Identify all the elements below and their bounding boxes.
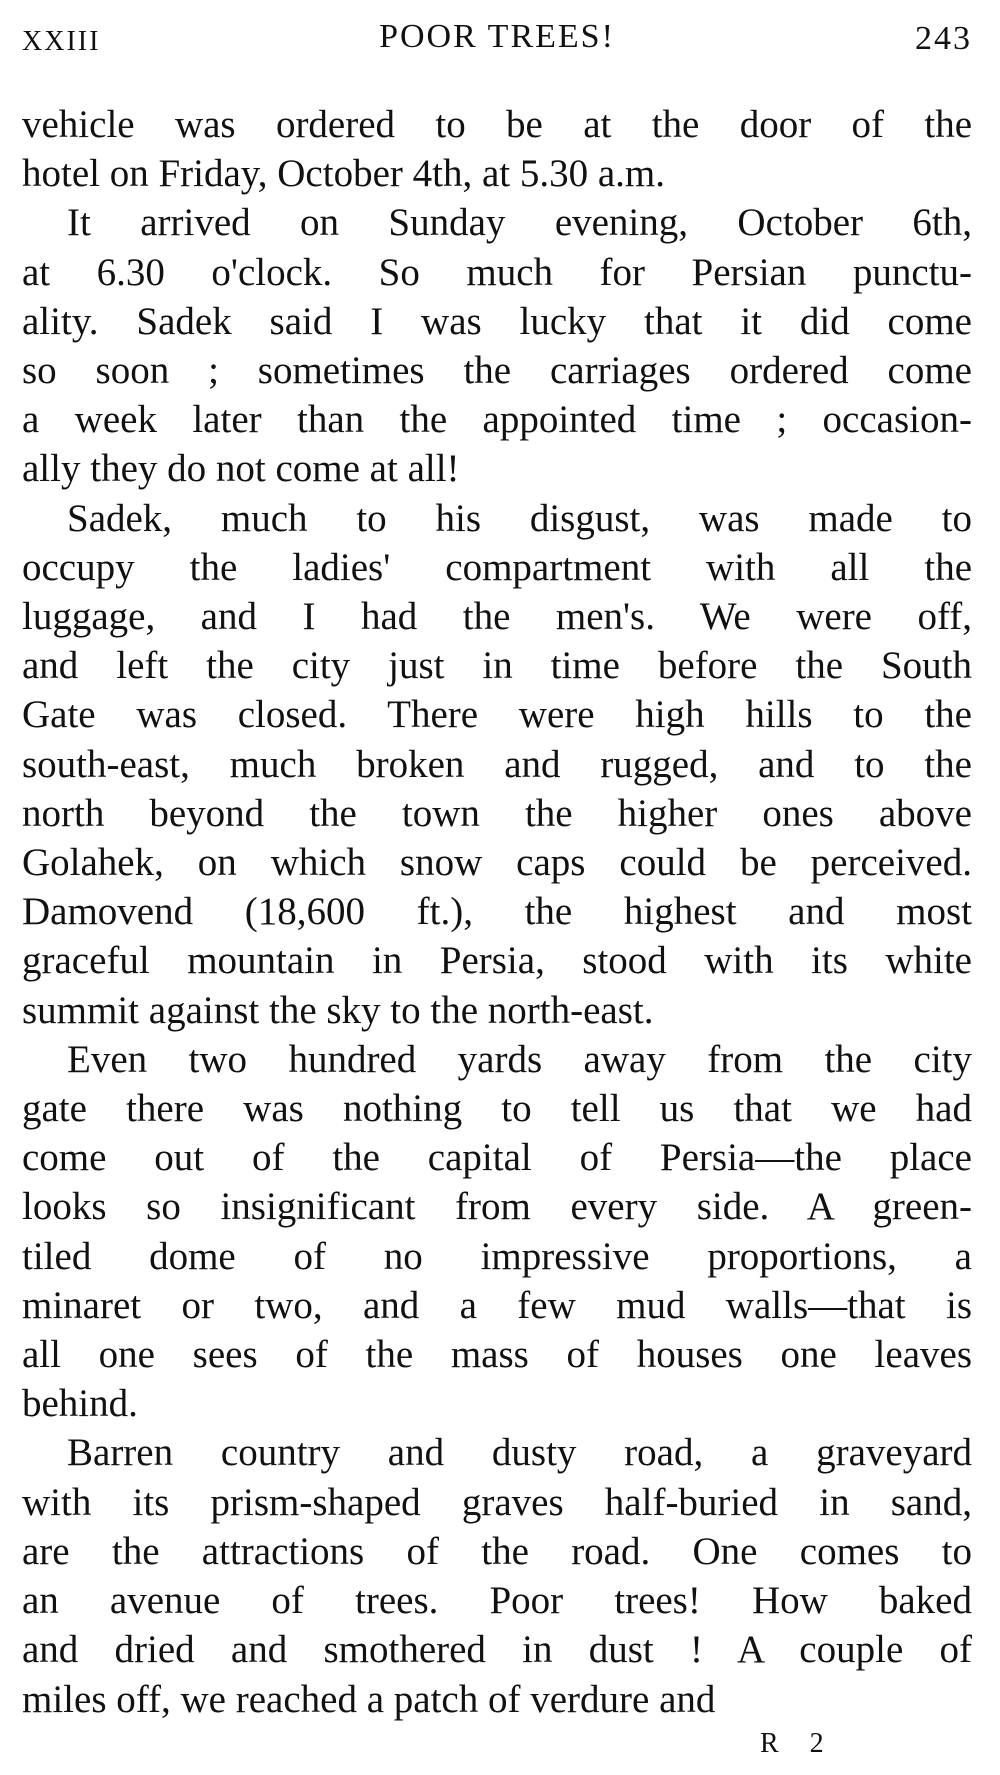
text-line: luggage, and I had the men's. We were off, (22, 595, 972, 639)
body-text (22, 100, 972, 1724)
text-line: It arrived on Sunday evening, October 6th, (67, 201, 972, 245)
chapter-number: XXIII (22, 26, 101, 57)
text-line: gate there was nothing to tell us that we had (22, 1087, 972, 1131)
text-line: come out of the capital of Persia—the place (22, 1136, 972, 1180)
page-number: 243 (915, 20, 972, 57)
text-line: ally they do not come at all! (22, 447, 460, 491)
text-line: all one sees of the mass of houses one leaves (22, 1333, 972, 1377)
running-title: POOR TREES! (379, 18, 615, 55)
text-line: Sadek, much to his disgust, was made to (67, 496, 972, 540)
signature-mark: R 2 (760, 1728, 836, 1759)
text-line: summit against the sky to the north-east. (22, 988, 654, 1032)
text-line: vehicle was ordered to be at the door of the (22, 103, 972, 146)
paragraph (22, 1035, 972, 1429)
paragraph (22, 100, 972, 198)
text-line: hotel on Friday, October 4th, at 5.30 a.m. (22, 152, 666, 196)
text-line: Even two hundred yards away from the city (67, 1037, 972, 1081)
running-header (22, 18, 972, 68)
paragraph (22, 1428, 972, 1723)
text-line: with its prism-shaped graves half-buried in sand, (22, 1480, 972, 1524)
text-line: graceful mountain in Persia, stood with its white (22, 939, 972, 983)
text-line: a week later than the appointed time ; occasion- (22, 398, 972, 442)
text-line: are the attractions of the road. One comes to (22, 1529, 972, 1573)
text-line: Gate was closed. There were high hills to the (22, 693, 972, 737)
text-line: occupy the ladies' compartment with all the (22, 545, 972, 589)
text-line: Golahek, on which snow caps could be perceived. (22, 841, 972, 885)
text-line: Damovend (18,600 ft.), the highest and most (22, 890, 972, 934)
text-line: ality. Sadek said I was lucky that it did come (22, 299, 972, 343)
text-line: so soon ; sometimes the carriages ordered come (22, 349, 972, 393)
text-line: south-east, much broken and rugged, and to the (22, 742, 972, 786)
text-line: at 6.30 o'clock. So much for Persian punctu- (22, 250, 972, 294)
text-line: tiled dome of no impressive proportions, a (22, 1234, 972, 1278)
paragraph (22, 198, 972, 493)
paragraph (22, 494, 972, 1035)
text-line: miles off, we reached a patch of verdure and (22, 1677, 716, 1721)
text-line: behind. (22, 1382, 138, 1426)
text-line: Barren country and dusty road, a graveyard (67, 1431, 972, 1475)
text-line: looks so insignificant from every side. A green- (22, 1185, 972, 1229)
text-line: north beyond the town the higher ones above (22, 791, 972, 835)
text-line: minaret or two, and a few mud walls—that is (22, 1283, 972, 1327)
text-line: and left the city just in time before the South (22, 644, 972, 688)
text-line: and dried and smothered in dust ! A couple of (22, 1628, 972, 1672)
text-line: an avenue of trees. Poor trees! How baked (22, 1579, 972, 1623)
